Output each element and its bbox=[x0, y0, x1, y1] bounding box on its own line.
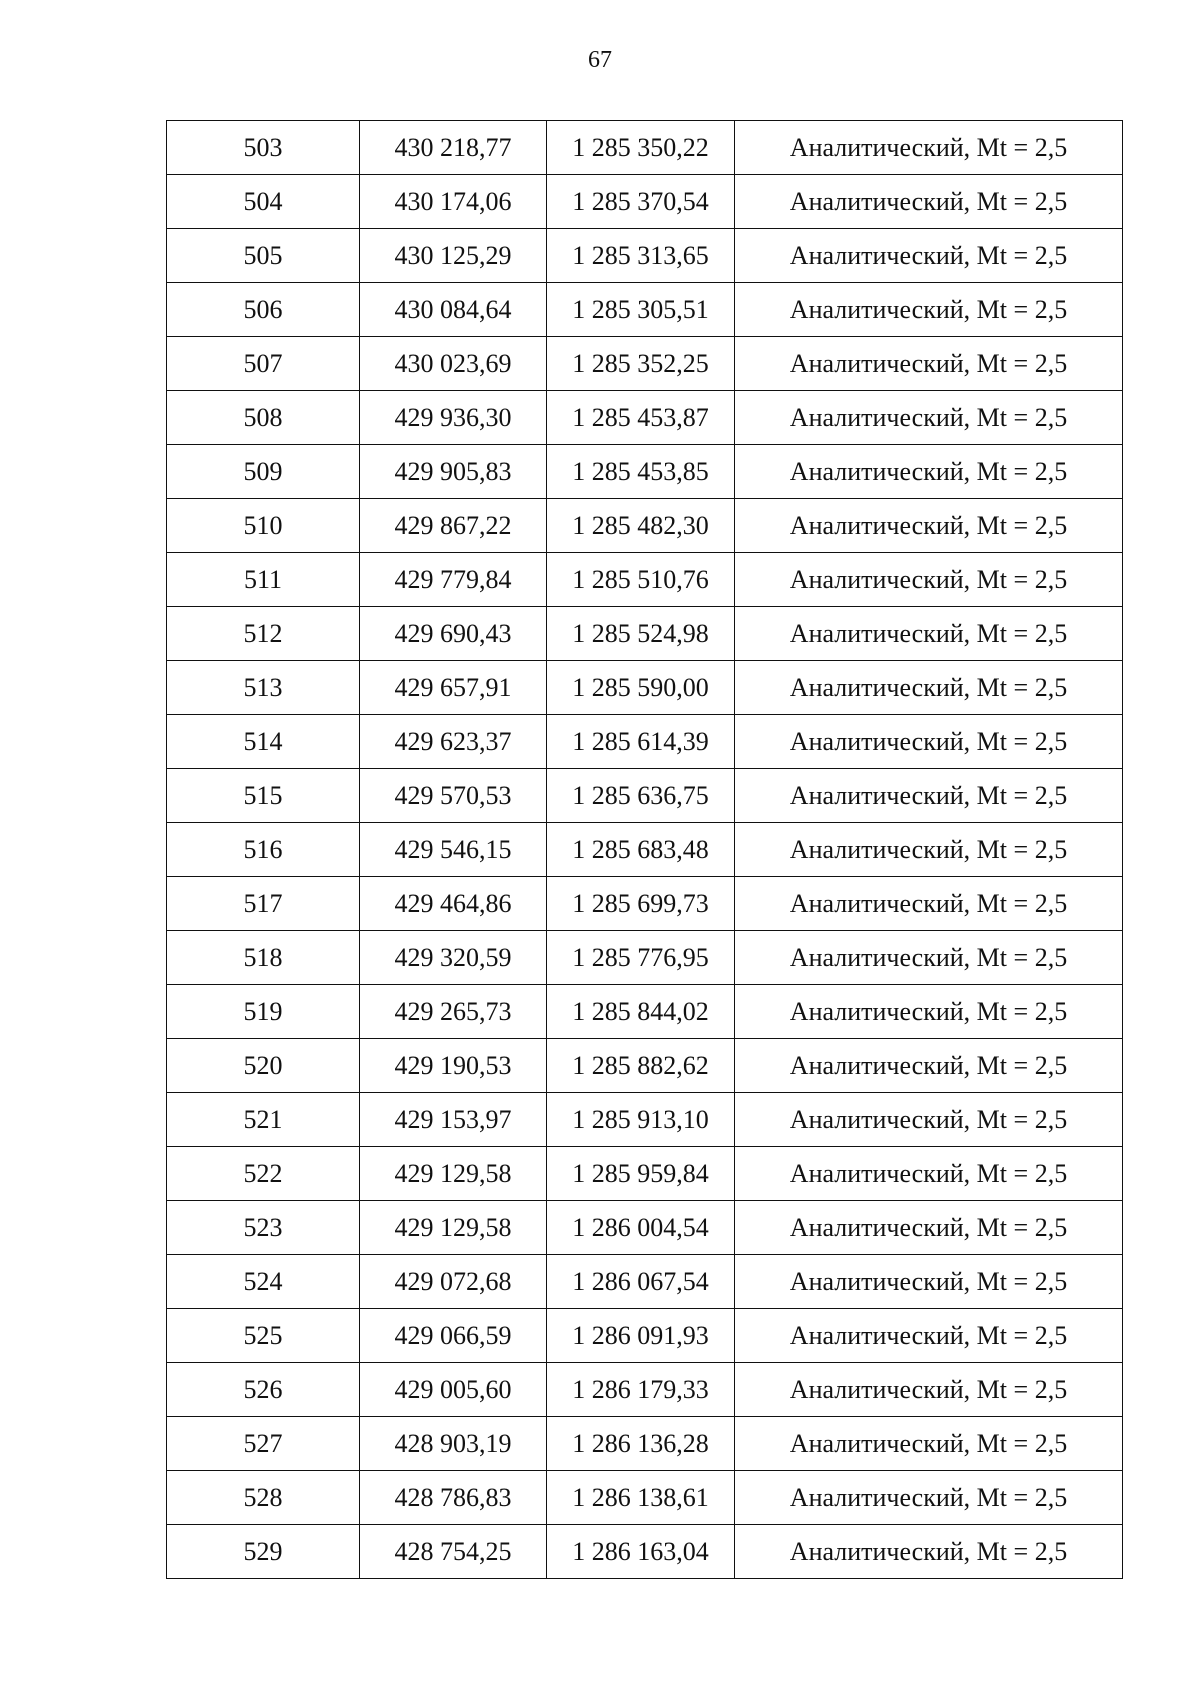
table-row bbox=[167, 1147, 1123, 1201]
method-cell: Аналитический, Mt = 2,5 bbox=[735, 553, 1123, 607]
table-row bbox=[167, 931, 1123, 985]
y-coordinate-cell: 1 286 004,54 bbox=[547, 1201, 735, 1255]
y-coordinate-cell: 1 286 163,04 bbox=[547, 1525, 735, 1579]
method-cell: Аналитический, Mt = 2,5 bbox=[735, 1093, 1123, 1147]
point-number-cell: 505 bbox=[167, 229, 360, 283]
point-number-cell: 513 bbox=[167, 661, 360, 715]
point-number-cell: 520 bbox=[167, 1039, 360, 1093]
method-cell: Аналитический, Mt = 2,5 bbox=[735, 823, 1123, 877]
y-coordinate-cell: 1 286 091,93 bbox=[547, 1309, 735, 1363]
x-coordinate-cell: 428 754,25 bbox=[360, 1525, 547, 1579]
x-coordinate-cell: 428 786,83 bbox=[360, 1471, 547, 1525]
table-row bbox=[167, 1093, 1123, 1147]
x-coordinate-cell: 429 905,83 bbox=[360, 445, 547, 499]
point-number-cell: 509 bbox=[167, 445, 360, 499]
method-cell: Аналитический, Mt = 2,5 bbox=[735, 445, 1123, 499]
x-coordinate-cell: 429 623,37 bbox=[360, 715, 547, 769]
method-cell: Аналитический, Mt = 2,5 bbox=[735, 121, 1123, 175]
point-number-cell: 518 bbox=[167, 931, 360, 985]
table-row bbox=[167, 337, 1123, 391]
method-cell: Аналитический, Mt = 2,5 bbox=[735, 499, 1123, 553]
y-coordinate-cell: 1 285 699,73 bbox=[547, 877, 735, 931]
y-coordinate-cell: 1 285 453,87 bbox=[547, 391, 735, 445]
y-coordinate-cell: 1 285 959,84 bbox=[547, 1147, 735, 1201]
table-row bbox=[167, 283, 1123, 337]
table-row bbox=[167, 1471, 1123, 1525]
coordinates-table bbox=[166, 120, 1123, 1579]
y-coordinate-cell: 1 285 352,25 bbox=[547, 337, 735, 391]
x-coordinate-cell: 429 570,53 bbox=[360, 769, 547, 823]
x-coordinate-cell: 429 779,84 bbox=[360, 553, 547, 607]
method-cell: Аналитический, Mt = 2,5 bbox=[735, 1363, 1123, 1417]
point-number-cell: 527 bbox=[167, 1417, 360, 1471]
y-coordinate-cell: 1 285 453,85 bbox=[547, 445, 735, 499]
method-cell: Аналитический, Mt = 2,5 bbox=[735, 1417, 1123, 1471]
y-coordinate-cell: 1 285 882,62 bbox=[547, 1039, 735, 1093]
table-row bbox=[167, 985, 1123, 1039]
table-row bbox=[167, 1255, 1123, 1309]
x-coordinate-cell: 429 867,22 bbox=[360, 499, 547, 553]
x-coordinate-cell: 429 320,59 bbox=[360, 931, 547, 985]
point-number-cell: 528 bbox=[167, 1471, 360, 1525]
method-cell: Аналитический, Mt = 2,5 bbox=[735, 931, 1123, 985]
y-coordinate-cell: 1 286 179,33 bbox=[547, 1363, 735, 1417]
x-coordinate-cell: 430 218,77 bbox=[360, 121, 547, 175]
y-coordinate-cell: 1 285 590,00 bbox=[547, 661, 735, 715]
table-row bbox=[167, 121, 1123, 175]
table-row bbox=[167, 1417, 1123, 1471]
x-coordinate-cell: 430 125,29 bbox=[360, 229, 547, 283]
point-number-cell: 522 bbox=[167, 1147, 360, 1201]
x-coordinate-cell: 429 936,30 bbox=[360, 391, 547, 445]
x-coordinate-cell: 430 023,69 bbox=[360, 337, 547, 391]
table-row bbox=[167, 607, 1123, 661]
x-coordinate-cell: 429 546,15 bbox=[360, 823, 547, 877]
x-coordinate-cell: 429 657,91 bbox=[360, 661, 547, 715]
table-row bbox=[167, 1201, 1123, 1255]
y-coordinate-cell: 1 286 136,28 bbox=[547, 1417, 735, 1471]
point-number-cell: 504 bbox=[167, 175, 360, 229]
method-cell: Аналитический, Mt = 2,5 bbox=[735, 283, 1123, 337]
table-row bbox=[167, 553, 1123, 607]
y-coordinate-cell: 1 285 524,98 bbox=[547, 607, 735, 661]
point-number-cell: 525 bbox=[167, 1309, 360, 1363]
x-coordinate-cell: 429 129,58 bbox=[360, 1147, 547, 1201]
y-coordinate-cell: 1 285 844,02 bbox=[547, 985, 735, 1039]
method-cell: Аналитический, Mt = 2,5 bbox=[735, 1147, 1123, 1201]
x-coordinate-cell: 429 464,86 bbox=[360, 877, 547, 931]
x-coordinate-cell: 429 005,60 bbox=[360, 1363, 547, 1417]
table-row bbox=[167, 823, 1123, 877]
table-row bbox=[167, 715, 1123, 769]
x-coordinate-cell: 430 174,06 bbox=[360, 175, 547, 229]
method-cell: Аналитический, Mt = 2,5 bbox=[735, 769, 1123, 823]
table-row bbox=[167, 1363, 1123, 1417]
point-number-cell: 507 bbox=[167, 337, 360, 391]
y-coordinate-cell: 1 285 350,22 bbox=[547, 121, 735, 175]
point-number-cell: 524 bbox=[167, 1255, 360, 1309]
x-coordinate-cell: 429 153,97 bbox=[360, 1093, 547, 1147]
table-row bbox=[167, 175, 1123, 229]
y-coordinate-cell: 1 286 138,61 bbox=[547, 1471, 735, 1525]
method-cell: Аналитический, Mt = 2,5 bbox=[735, 985, 1123, 1039]
method-cell: Аналитический, Mt = 2,5 bbox=[735, 1471, 1123, 1525]
y-coordinate-cell: 1 286 067,54 bbox=[547, 1255, 735, 1309]
y-coordinate-cell: 1 285 313,65 bbox=[547, 229, 735, 283]
method-cell: Аналитический, Mt = 2,5 bbox=[735, 1039, 1123, 1093]
table-row bbox=[167, 391, 1123, 445]
method-cell: Аналитический, Mt = 2,5 bbox=[735, 337, 1123, 391]
table-row bbox=[167, 877, 1123, 931]
method-cell: Аналитический, Mt = 2,5 bbox=[735, 877, 1123, 931]
y-coordinate-cell: 1 285 614,39 bbox=[547, 715, 735, 769]
table-row bbox=[167, 1309, 1123, 1363]
method-cell: Аналитический, Mt = 2,5 bbox=[735, 1525, 1123, 1579]
method-cell: Аналитический, Mt = 2,5 bbox=[735, 1309, 1123, 1363]
method-cell: Аналитический, Mt = 2,5 bbox=[735, 229, 1123, 283]
point-number-cell: 514 bbox=[167, 715, 360, 769]
point-number-cell: 510 bbox=[167, 499, 360, 553]
point-number-cell: 523 bbox=[167, 1201, 360, 1255]
method-cell: Аналитический, Mt = 2,5 bbox=[735, 1255, 1123, 1309]
table-row bbox=[167, 769, 1123, 823]
table-row bbox=[167, 661, 1123, 715]
point-number-cell: 529 bbox=[167, 1525, 360, 1579]
point-number-cell: 508 bbox=[167, 391, 360, 445]
y-coordinate-cell: 1 285 636,75 bbox=[547, 769, 735, 823]
point-number-cell: 503 bbox=[167, 121, 360, 175]
point-number-cell: 511 bbox=[167, 553, 360, 607]
y-coordinate-cell: 1 285 305,51 bbox=[547, 283, 735, 337]
table-row bbox=[167, 1525, 1123, 1579]
x-coordinate-cell: 429 265,73 bbox=[360, 985, 547, 1039]
table-row bbox=[167, 229, 1123, 283]
method-cell: Аналитический, Mt = 2,5 bbox=[735, 175, 1123, 229]
y-coordinate-cell: 1 285 370,54 bbox=[547, 175, 735, 229]
x-coordinate-cell: 429 129,58 bbox=[360, 1201, 547, 1255]
table-row bbox=[167, 1039, 1123, 1093]
method-cell: Аналитический, Mt = 2,5 bbox=[735, 661, 1123, 715]
method-cell: Аналитический, Mt = 2,5 bbox=[735, 715, 1123, 769]
point-number-cell: 512 bbox=[167, 607, 360, 661]
x-coordinate-cell: 429 066,59 bbox=[360, 1309, 547, 1363]
point-number-cell: 517 bbox=[167, 877, 360, 931]
x-coordinate-cell: 428 903,19 bbox=[360, 1417, 547, 1471]
method-cell: Аналитический, Mt = 2,5 bbox=[735, 391, 1123, 445]
y-coordinate-cell: 1 285 482,30 bbox=[547, 499, 735, 553]
table-row bbox=[167, 445, 1123, 499]
x-coordinate-cell: 429 690,43 bbox=[360, 607, 547, 661]
y-coordinate-cell: 1 285 913,10 bbox=[547, 1093, 735, 1147]
point-number-cell: 519 bbox=[167, 985, 360, 1039]
method-cell: Аналитический, Mt = 2,5 bbox=[735, 1201, 1123, 1255]
point-number-cell: 521 bbox=[167, 1093, 360, 1147]
page-number: 67 bbox=[588, 47, 612, 73]
x-coordinate-cell: 429 190,53 bbox=[360, 1039, 547, 1093]
x-coordinate-cell: 430 084,64 bbox=[360, 283, 547, 337]
table-row bbox=[167, 499, 1123, 553]
y-coordinate-cell: 1 285 510,76 bbox=[547, 553, 735, 607]
point-number-cell: 515 bbox=[167, 769, 360, 823]
method-cell: Аналитический, Mt = 2,5 bbox=[735, 607, 1123, 661]
coordinates-table-body bbox=[167, 121, 1123, 1579]
y-coordinate-cell: 1 285 683,48 bbox=[547, 823, 735, 877]
y-coordinate-cell: 1 285 776,95 bbox=[547, 931, 735, 985]
point-number-cell: 516 bbox=[167, 823, 360, 877]
point-number-cell: 506 bbox=[167, 283, 360, 337]
x-coordinate-cell: 429 072,68 bbox=[360, 1255, 547, 1309]
point-number-cell: 526 bbox=[167, 1363, 360, 1417]
